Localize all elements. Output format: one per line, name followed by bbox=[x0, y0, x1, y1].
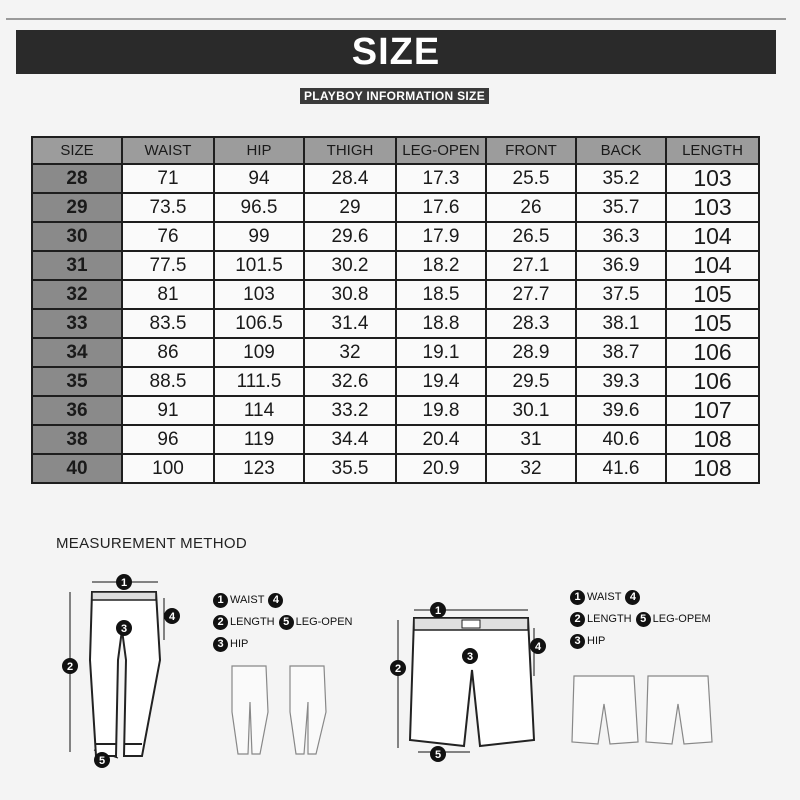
table-cell: 36.9 bbox=[576, 251, 666, 280]
table-row bbox=[32, 309, 759, 338]
table-cell: 88.5 bbox=[122, 367, 214, 396]
size-cell: 30 bbox=[32, 222, 122, 251]
table-cell: 18.5 bbox=[396, 280, 486, 309]
top-divider bbox=[6, 18, 786, 20]
svg-text:4: 4 bbox=[534, 641, 542, 653]
table-cell: 32 bbox=[304, 338, 396, 367]
marker-3-icon: 3 bbox=[213, 637, 228, 652]
table-cell: 36.3 bbox=[576, 222, 666, 251]
table-cell: 86 bbox=[122, 338, 214, 367]
size-cell: 34 bbox=[32, 338, 122, 367]
table-cell: 100 bbox=[122, 454, 214, 483]
table-cell: 106 bbox=[666, 367, 759, 396]
pants-diagram bbox=[56, 570, 196, 770]
table-cell: 39.3 bbox=[576, 367, 666, 396]
table-cell: 40.6 bbox=[576, 425, 666, 454]
table-cell: 27.7 bbox=[486, 280, 576, 309]
table-cell: 29.5 bbox=[486, 367, 576, 396]
column-header-thigh: THIGH bbox=[304, 137, 396, 164]
size-cell: 36 bbox=[32, 396, 122, 425]
pants-legend: 1 WAIST 4 2 LENGTH 5 LEG-OPEN 3 HIP bbox=[213, 589, 356, 655]
marker-4-icon: 4 bbox=[625, 590, 640, 605]
table-cell: 37.5 bbox=[576, 280, 666, 309]
table-cell: 32.6 bbox=[304, 367, 396, 396]
shorts-sketch-front-back bbox=[568, 670, 718, 750]
table-cell: 81 bbox=[122, 280, 214, 309]
size-cell: 32 bbox=[32, 280, 122, 309]
column-header-size: SIZE bbox=[32, 137, 122, 164]
column-header-back: BACK bbox=[576, 137, 666, 164]
svg-text:2: 2 bbox=[394, 663, 402, 675]
table-cell: 18.2 bbox=[396, 251, 486, 280]
table-cell: 38.1 bbox=[576, 309, 666, 338]
table-cell: 30.1 bbox=[486, 396, 576, 425]
size-cell: 31 bbox=[32, 251, 122, 280]
svg-text:1: 1 bbox=[120, 577, 128, 589]
size-banner bbox=[16, 30, 776, 74]
table-cell: 71 bbox=[122, 164, 214, 193]
table-cell: 111.5 bbox=[214, 367, 304, 396]
marker-5-icon: 5 bbox=[636, 612, 651, 627]
table-cell: 101.5 bbox=[214, 251, 304, 280]
table-cell: 17.6 bbox=[396, 193, 486, 222]
page-title: SIZE bbox=[351, 30, 441, 73]
table-row bbox=[32, 396, 759, 425]
table-cell: 20.4 bbox=[396, 425, 486, 454]
table-cell: 83.5 bbox=[122, 309, 214, 338]
table-cell: 34.4 bbox=[304, 425, 396, 454]
svg-text:5: 5 bbox=[98, 755, 106, 767]
table-cell: 28.3 bbox=[486, 309, 576, 338]
table-cell: 106 bbox=[666, 338, 759, 367]
table-cell: 19.1 bbox=[396, 338, 486, 367]
table-row bbox=[32, 454, 759, 483]
svg-text:2: 2 bbox=[66, 661, 74, 673]
table-cell: 39.6 bbox=[576, 396, 666, 425]
table-cell: 77.5 bbox=[122, 251, 214, 280]
table-row bbox=[32, 367, 759, 396]
table-cell: 109 bbox=[214, 338, 304, 367]
table-row bbox=[32, 425, 759, 454]
svg-text:1: 1 bbox=[434, 605, 442, 617]
marker-2-icon: 2 bbox=[213, 615, 228, 630]
table-cell: 35.5 bbox=[304, 454, 396, 483]
marker-3-icon: 3 bbox=[570, 634, 585, 649]
table-cell: 17.9 bbox=[396, 222, 486, 251]
size-cell: 40 bbox=[32, 454, 122, 483]
table-cell: 31 bbox=[486, 425, 576, 454]
size-cell: 28 bbox=[32, 164, 122, 193]
table-cell: 103 bbox=[666, 193, 759, 222]
table-cell: 31.4 bbox=[304, 309, 396, 338]
table-cell: 108 bbox=[666, 425, 759, 454]
svg-text:4: 4 bbox=[168, 611, 176, 623]
size-cell: 38 bbox=[32, 425, 122, 454]
table-cell: 28.9 bbox=[486, 338, 576, 367]
table-cell: 96 bbox=[122, 425, 214, 454]
table-cell: 107 bbox=[666, 396, 759, 425]
size-cell: 35 bbox=[32, 367, 122, 396]
table-cell: 41.6 bbox=[576, 454, 666, 483]
table-cell: 26 bbox=[486, 193, 576, 222]
marker-1-icon: 1 bbox=[570, 590, 585, 605]
table-cell: 30.8 bbox=[304, 280, 396, 309]
table-cell: 28.4 bbox=[304, 164, 396, 193]
marker-2-icon: 2 bbox=[570, 612, 585, 627]
table-cell: 25.5 bbox=[486, 164, 576, 193]
table-cell: 103 bbox=[666, 164, 759, 193]
measurement-method-title: MEASUREMENT METHOD bbox=[56, 535, 247, 552]
table-cell: 38.7 bbox=[576, 338, 666, 367]
shorts-diagram bbox=[384, 590, 554, 770]
column-header-length: LENGTH bbox=[666, 137, 759, 164]
table-header-row bbox=[32, 137, 759, 164]
table-cell: 105 bbox=[666, 280, 759, 309]
table-cell: 20.9 bbox=[396, 454, 486, 483]
table-cell: 32 bbox=[486, 454, 576, 483]
table-cell: 33.2 bbox=[304, 396, 396, 425]
size-cell: 33 bbox=[32, 309, 122, 338]
table-cell: 104 bbox=[666, 251, 759, 280]
table-row bbox=[32, 222, 759, 251]
shorts-legend: 1 WAIST 4 2 LENGTH 5 LEG-OPEM 3 HIP bbox=[570, 586, 715, 652]
svg-text:3: 3 bbox=[120, 623, 128, 635]
table-cell: 119 bbox=[214, 425, 304, 454]
table-cell: 96.5 bbox=[214, 193, 304, 222]
table-cell: 29 bbox=[304, 193, 396, 222]
table-cell: 19.4 bbox=[396, 367, 486, 396]
table-row bbox=[32, 280, 759, 309]
table-row bbox=[32, 251, 759, 280]
pants-sketch-front-back bbox=[226, 662, 336, 758]
table-cell: 114 bbox=[214, 396, 304, 425]
table-cell: 91 bbox=[122, 396, 214, 425]
size-chart-table bbox=[31, 136, 760, 484]
table-cell: 26.5 bbox=[486, 222, 576, 251]
table-cell: 108 bbox=[666, 454, 759, 483]
brand-subtitle: PLAYBOY INFORMATION SIZE bbox=[300, 88, 489, 104]
table-cell: 29.6 bbox=[304, 222, 396, 251]
table-cell: 99 bbox=[214, 222, 304, 251]
svg-text:3: 3 bbox=[466, 651, 474, 663]
table-cell: 106.5 bbox=[214, 309, 304, 338]
table-cell: 30.2 bbox=[304, 251, 396, 280]
table-row bbox=[32, 193, 759, 222]
column-header-leg-open: LEG-OPEN bbox=[396, 137, 486, 164]
table-cell: 18.8 bbox=[396, 309, 486, 338]
column-header-waist: WAIST bbox=[122, 137, 214, 164]
table-row bbox=[32, 164, 759, 193]
table-cell: 17.3 bbox=[396, 164, 486, 193]
table-cell: 27.1 bbox=[486, 251, 576, 280]
column-header-hip: HIP bbox=[214, 137, 304, 164]
table-cell: 19.8 bbox=[396, 396, 486, 425]
marker-5-icon: 5 bbox=[279, 615, 294, 630]
size-cell: 29 bbox=[32, 193, 122, 222]
table-cell: 103 bbox=[214, 280, 304, 309]
marker-1-icon: 1 bbox=[213, 593, 228, 608]
svg-text:5: 5 bbox=[434, 749, 442, 761]
table-row bbox=[32, 338, 759, 367]
table-cell: 35.2 bbox=[576, 164, 666, 193]
table-cell: 76 bbox=[122, 222, 214, 251]
table-cell: 105 bbox=[666, 309, 759, 338]
table-cell: 73.5 bbox=[122, 193, 214, 222]
table-cell: 123 bbox=[214, 454, 304, 483]
marker-4-icon: 4 bbox=[268, 593, 283, 608]
table-cell: 35.7 bbox=[576, 193, 666, 222]
table-cell: 94 bbox=[214, 164, 304, 193]
table-cell: 104 bbox=[666, 222, 759, 251]
column-header-front: FRONT bbox=[486, 137, 576, 164]
